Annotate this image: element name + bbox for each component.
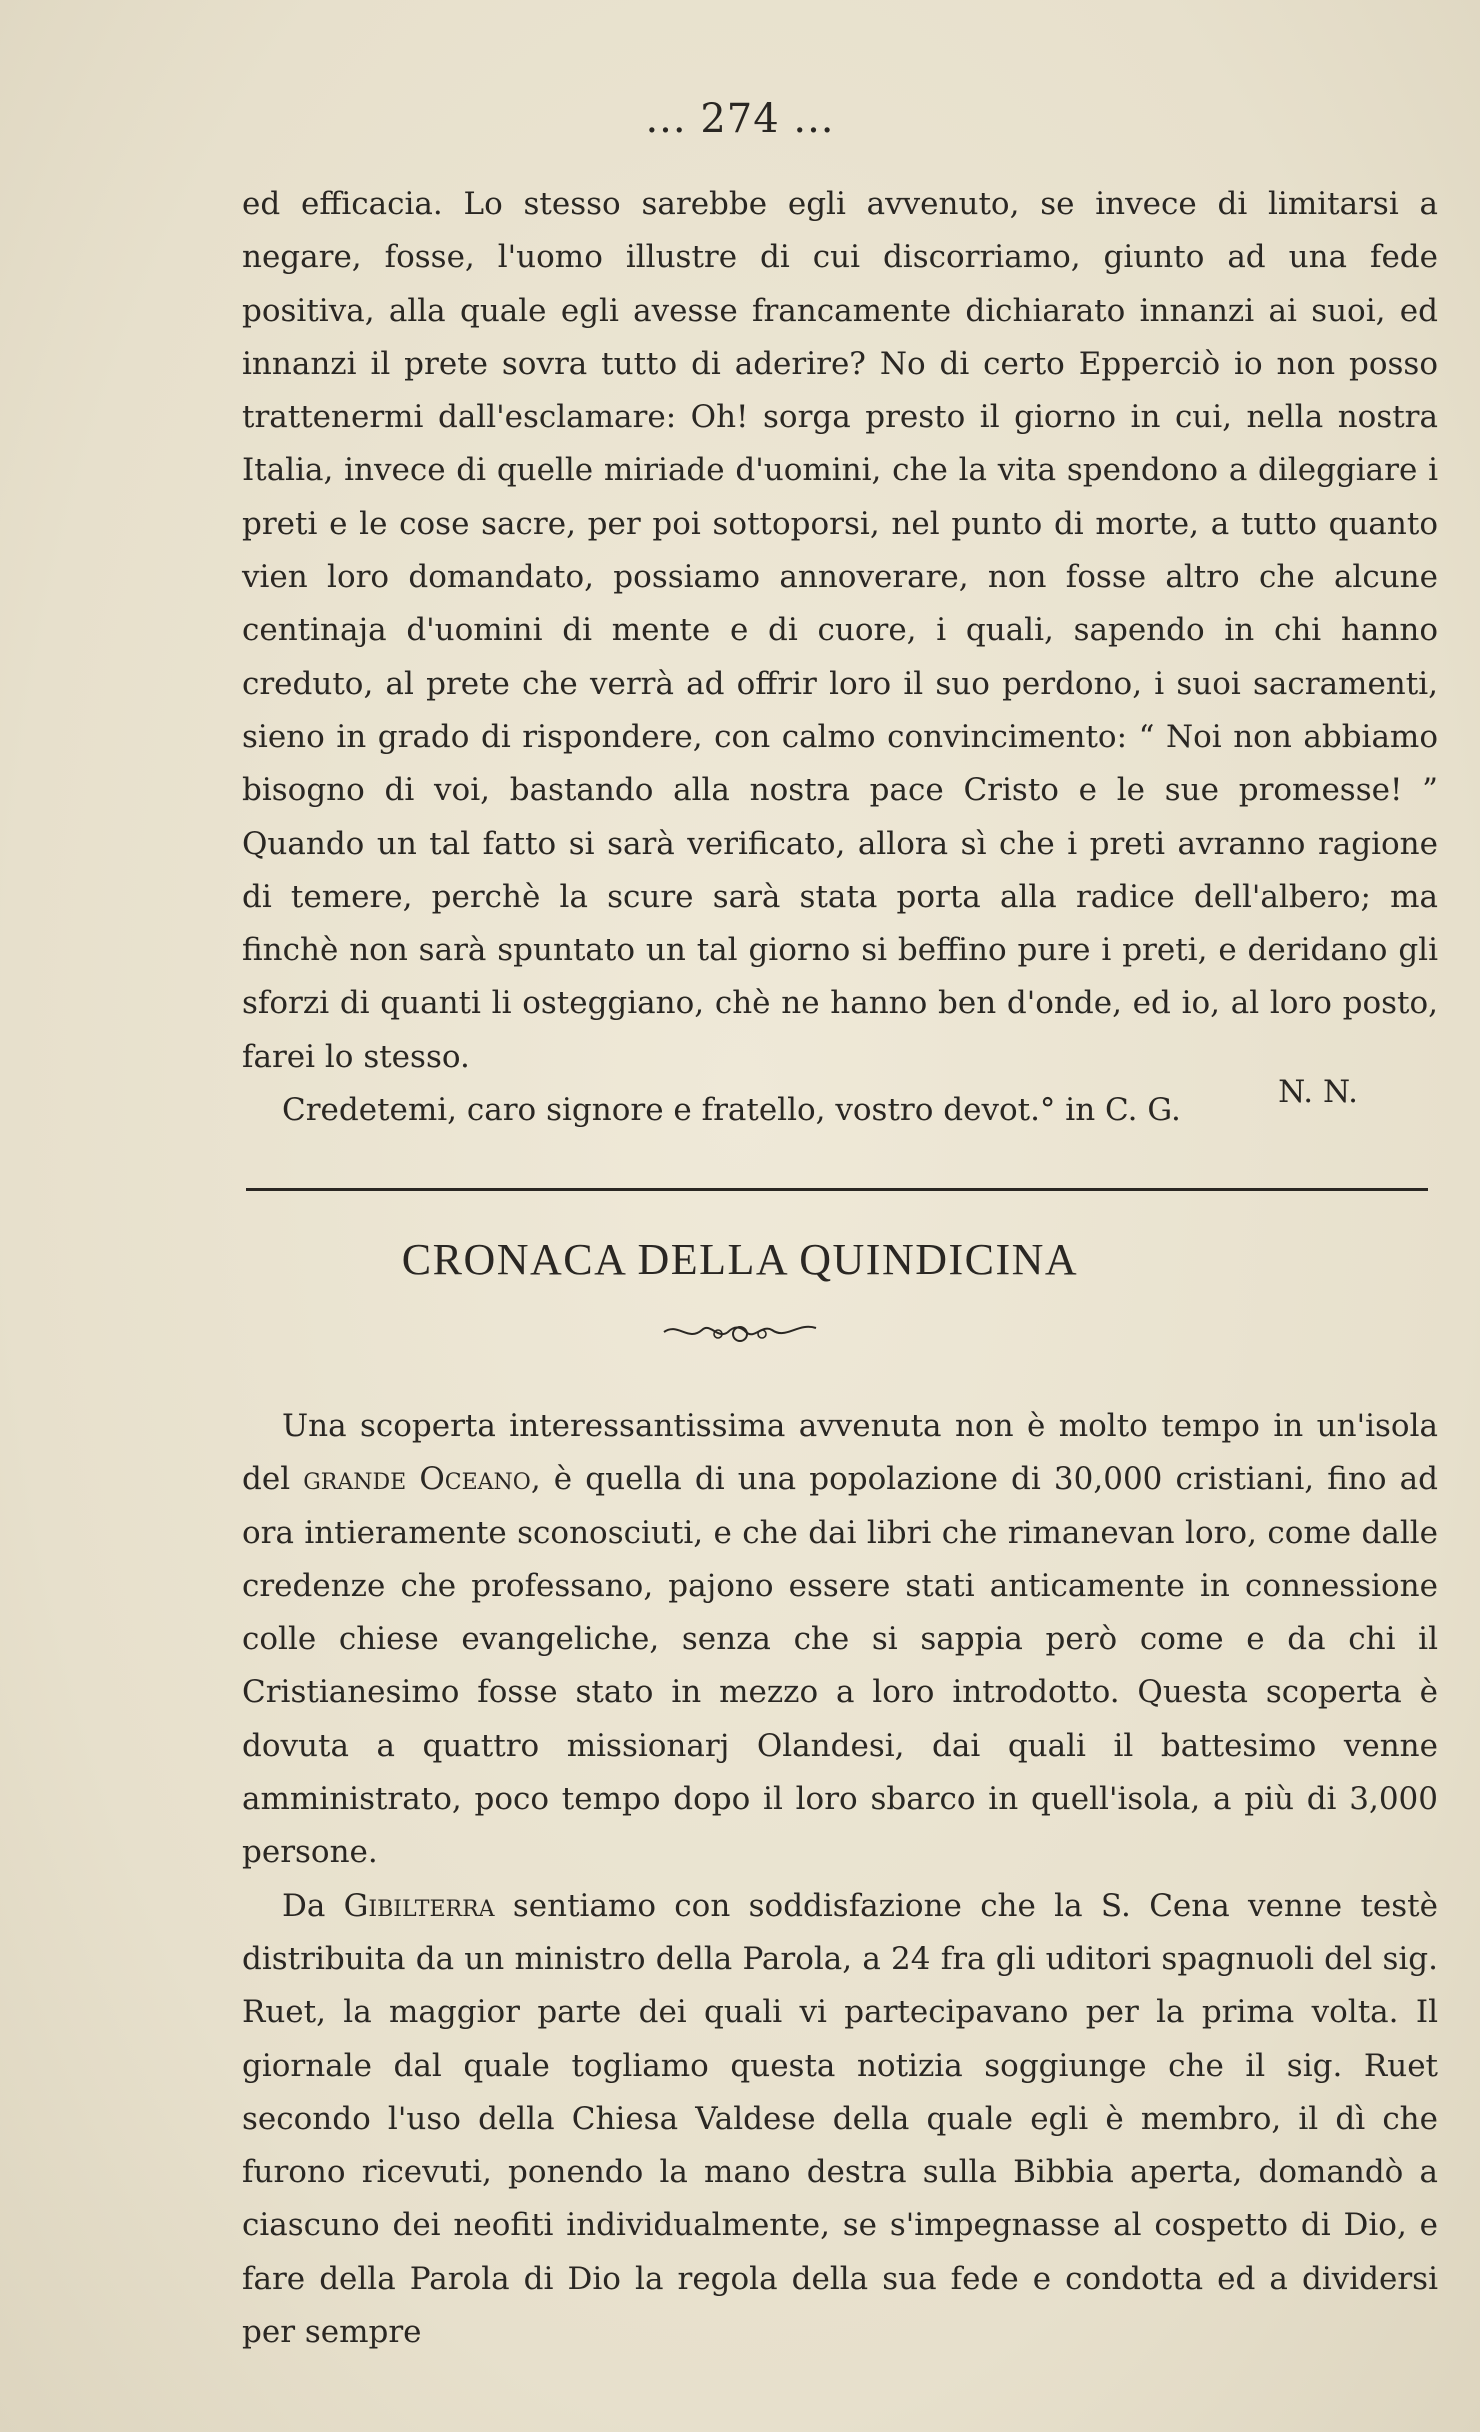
section-divider — [246, 1188, 1428, 1191]
place-name: grande — [303, 1461, 407, 1498]
page-number: ... 274 ... — [645, 96, 835, 142]
chronicle-paragraph-2: Da Gibilterra sentiamo con soddisfazione che la S. Cena venne testè distribuita da un ministro della Parola, a 24 fra gli uditori spagnuoli del sig. Ruet, la maggior parte dei quali vi partecipavano per la prima volta. Il giornale dal quale togliamo questa notizia soggiunge che il sig. Ruet secondo l'uso della Chiesa Valdese della quale egli è membro, il dì che furono ricevuti, ponendo la mano destra sulla Bibbia aperta, domandò a ciascuno dei neofiti individualmente, se s'impegnasse al cospetto di Dio, e fare della Parola di Dio la regola della sua fede e condotta ed a dividersi per sempre — [242, 1887, 1438, 2351]
letter-body — [242, 178, 1438, 1137]
flourish-ornament-icon — [658, 1312, 822, 1350]
chronicle-paragraph-1: Una scoperta interessantissima avvenuta non è molto tempo in un'isola del grande Oceano, è quella di una popolazione di 30,000 cristiani, fino ad ora intieramente sconosciuti, e che dai libri che rimanevan loro, come dalle credenze che professano, pajono essere stati anticamente in connessione colle chiese evangeliche, senza che si sappia però come e da chi il Cristianesimo fosse stato in mezzo a loro introdotto. Questa scoperta è dovuta a quattro missionarj Olandesi, dai quali il battesimo venne amministrato, poco tempo dopo il loro sbarco in quell'isola, a più di 3,000 persone. — [242, 1408, 1438, 1871]
letter-closing: Credetemi, caro signore e fratello, vostro devot.° in C. G. — [282, 1092, 1181, 1129]
place-name: Oceano — [419, 1461, 531, 1498]
section-title: CRONACA DELLA QUINDICINA — [401, 1235, 1079, 1284]
letter-signature: N. N. — [1278, 1074, 1358, 1110]
place-name: Gibilterra — [343, 1887, 495, 1924]
chronicle-body — [242, 1400, 1438, 2359]
letter-paragraph: ed efficacia. Lo stesso sarebbe egli avvenuto, se invece di limitarsi a negare, fosse, l'uomo illustre di cui discorriamo, giunto ad una fede positiva, alla quale egli avesse francamente dichiarato innanzi ai suoi, ed innanzi il prete sovra tutto di aderire? No di certo Epperciò io non posso trattenermi dall'esclamare: Oh! sorga presto il giorno in cui, nella nostra Italia, invece di quelle miriade d'uomini, che la vita spendono a dileggiare i preti e le cose sacre, per poi sottoporsi, nel punto di morte, a tutto quanto vien loro domandato, possiamo annoverare, non fosse altro che alcune centinaja d'uomini di mente e di cuore, i quali, sapendo in chi hanno creduto, al prete che verrà ad offrir loro il suo perdono, i suoi sacramenti, sieno in grado di rispondere, con calmo convincimento: “ Noi non abbiamo bisogno di voi, bastando alla nostra pace Cristo e le sue promesse! ” Quando un tal fatto si sarà verificato, allora sì che i preti avranno ragione di temere, perchè la scure sarà stata porta alla radice dell'albero; ma finchè non sarà spuntato un tal giorno si beffino pure i preti, e deridano gli sforzi di quanti li osteggiano, chè ne hanno ben d'onde, ed io, al loro posto, farei lo stesso. — [242, 186, 1438, 1075]
